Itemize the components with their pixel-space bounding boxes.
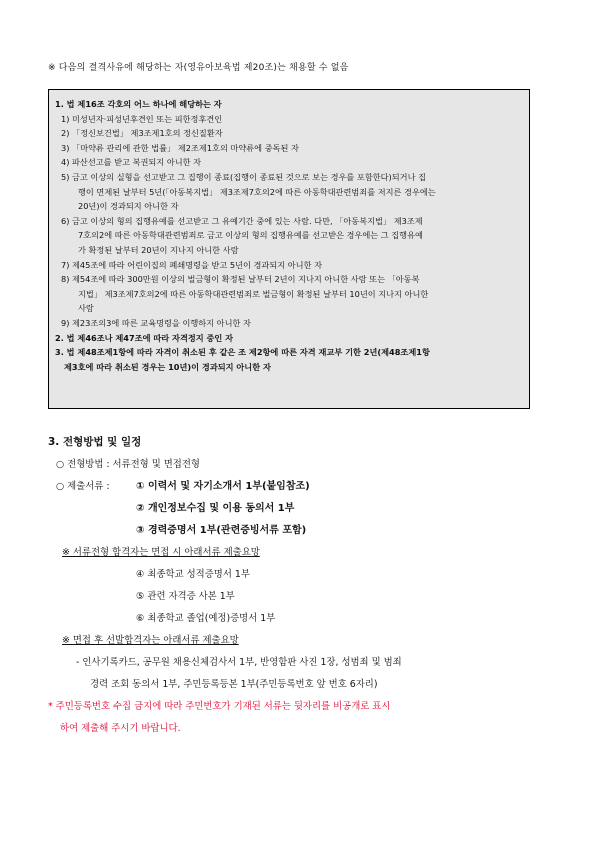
box-item: 5) 금고 이상의 실형을 선고받고 그 집행이 종료(집행이 종료된 것으로 보는 경우를 포함한다)되거나 집 <box>61 171 426 182</box>
box-item: 9) 제23조의3에 따른 교육명령을 이행하지 아니한 자 <box>61 317 251 328</box>
doc-item-3: ③ 경력증명서 1부(관련증빙서류 포함) <box>136 525 307 536</box>
box-heading-1: 1. 법 제16조 각호의 어느 하나에 해당하는 자 <box>55 99 222 109</box>
final-docs-line-2: 경력 조회 동의서 1부, 주민등록등본 1부(주민등록번호 앞 번호 6자리) <box>90 679 378 690</box>
method-line: ○ 전형방법 : 서류전형 및 면접전형 <box>56 459 200 470</box>
disqualification-box <box>48 89 530 409</box>
warning-line-1: * 주민등록번호 수집 금지에 따라 주민번호가 기재된 서류는 뒷자리를 비공개로 표시 <box>48 701 391 712</box>
doc-item-6: ⑥ 최종학교 졸업(예정)증명서 1부 <box>136 613 276 624</box>
top-note: ※ 다음의 결격사유에 해당하는 자(영유아보육법 제20조)는 채용할 수 없음 <box>48 63 349 73</box>
doc-note-1: ※ 서류전형 합격자는 면접 시 아래서류 제출요망 <box>62 547 260 558</box>
box-item: 1) 미성년자·피성년후견인 또는 피한정후견인 <box>61 113 223 124</box>
docs-label: ○ 제출서류 : <box>56 481 110 492</box>
box-item-cont: 지법」 제3조제7호의2에 따른 아동학대관련범죄로 벌금형이 확정된 날부터 10년이 지나지 아니한 <box>78 288 429 299</box>
box-item: 4) 파산선고를 받고 복권되지 아니한 자 <box>61 157 202 168</box>
box-item-cont: 사람 <box>78 303 94 314</box>
box-item: 6) 금고 이상의 형의 집행유예를 선고받고 그 유예기간 중에 있는 사람. 다만, 「아동복지법」 제3조제 <box>61 215 423 226</box>
doc-item-4: ④ 최종학교 성적증명서 1부 <box>136 569 250 580</box>
doc-item-2: ② 개인정보수집 및 이용 동의서 1부 <box>136 503 295 514</box>
box-item-cont: 20년)이 경과되지 아니한 자 <box>78 201 179 212</box>
box-item: 2) 「정신보건법」 제3조제1호의 정신질환자 <box>61 128 223 139</box>
doc-item-1: ① 이력서 및 자기소개서 1부(붙임참조) <box>136 481 310 492</box>
box-item: 8) 제54조에 따라 300만원 이상의 벌금형이 확정된 날부터 2년이 지나지 아니한 사람 또는 「아동복 <box>61 274 420 285</box>
box-heading-3: 3. 법 제48조제1항에 따라 자격이 취소된 후 같은 조 제2항에 따른 자격 재교부 기한 2년(제48조제1항 <box>55 347 430 358</box>
box-item: 7) 제45조에 따라 어린이집의 폐쇄명령을 받고 5년이 경과되지 아니한 자 <box>61 259 323 270</box>
box-heading-2: 2. 법 제46조나 제47조에 따라 자격정지 중인 자 <box>55 332 234 343</box>
section-title: 3. 전형방법 및 일정 <box>48 436 142 448</box>
box-item: 3) 「마약류 관리에 관한 법률」 제2조제1호의 마약류에 중독된 자 <box>61 142 299 153</box>
box-item-cont: 7호의2에 따른 아동학대관련범죄로 금고 이상의 형의 집행유예를 선고받은 경우에는 그 집행유예 <box>78 230 423 241</box>
box-item-cont: 가 확정된 날부터 20년이 지나지 아니한 사람 <box>78 244 239 255</box>
doc-item-5: ⑤ 관련 자격증 사본 1부 <box>136 591 235 602</box>
warning-line-2: 하여 제출해 주시기 바랍니다. <box>60 723 181 734</box>
final-docs-line-1: - 인사기록카드, 공무원 채용신체검사서 1부, 반영함판 사진 1장, 성범죄 및 범죄 <box>76 657 402 668</box>
doc-note-2: ※ 면접 후 선발합격자는 아래서류 제출요망 <box>62 635 239 646</box>
box-heading-3-cont: 제3호에 따라 취소된 경우는 10년)이 경과되지 아니한 자 <box>64 361 271 372</box>
box-item-cont: 행이 면제된 날부터 5년(「아동복지법」 제3조제7호의2에 따른 아동학대관련범죄를 저지른 경우에는 <box>78 186 436 197</box>
